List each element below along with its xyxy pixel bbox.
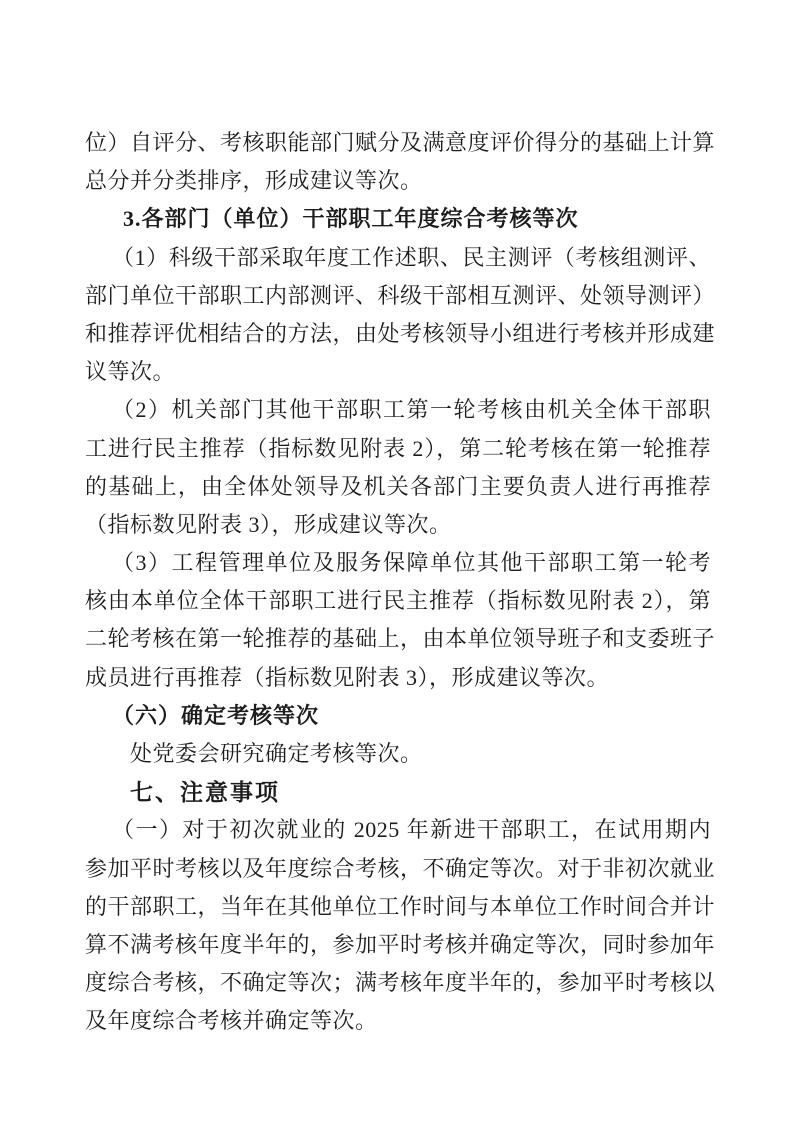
body-text-line: 总分并分类排序，形成建议等次。 [85,168,423,194]
body-text-line: 部门单位干部职工内部测评、科级干部相互测评、处领导测评） [85,282,716,308]
body-text-line: 的基础上，由全体处领导及机关各部门主要负责人进行再推荐 [85,473,711,499]
body-text-line: 和推荐评优相结合的方法，由处考核领导小组进行考核并形成建 [85,320,716,346]
document-text-block [85,124,716,1041]
body-text-line: 成员进行再推荐（指标数见附表 3），形成建议等次。 [85,664,610,690]
body-text-line: 处党委会研究确定考核等次。 [130,741,423,766]
body-text-line: （一）对于初次就业的 2025 年新进干部职工，在试用期内 [112,817,711,843]
body-text-line: （指标数见附表 3），形成建议等次。 [85,511,452,537]
body-text-line: 二轮考核在第一轮推荐的基础上，由本单位领导班子和支委班子 [85,626,716,652]
body-text-line: 工进行民主推荐（指标数见附表 2），第二轮考核在第一轮推荐 [85,435,711,461]
section-heading-line: （六）确定考核等次 [112,702,320,728]
body-text-line: 位）自评分、考核职能部门赋分及满意度评价得分的基础上计算 [85,130,716,155]
body-text-line: （3）工程管理单位及服务保障单位其他干部职工第一轮考 [112,550,711,576]
body-text-line: 参加平时考核以及年度综合考核，不确定等次。对于非初次就业 [85,855,716,881]
chapter-heading-line: 七、注意事项 [130,779,280,806]
section-heading-line: 3.各部门（单位）干部职工年度综合考核等次 [123,206,579,232]
body-text-line: 及年度综合考核并确定等次。 [85,1008,378,1034]
body-text-line: （2）机关部门其他干部职工第一轮考核由机关全体干部职 [112,397,711,423]
body-text-line: 核由本单位全体干部职工进行民主推荐（指标数见附表 2），第 [85,588,711,614]
body-text-line: （1）科级干部采取年度工作述职、民主测评（考核组测评、 [112,244,711,270]
body-text-line: 议等次。 [85,359,176,385]
body-text-line: 度综合考核，不确定等次；满考核年度半年的，参加平时考核以 [85,970,716,996]
body-text-line: 算不满考核年度半年的，参加平时考核并确定等次，同时参加年 [85,931,716,957]
body-text-line: 的干部职工，当年在其他单位工作时间与本单位工作时间合并计 [85,893,716,919]
